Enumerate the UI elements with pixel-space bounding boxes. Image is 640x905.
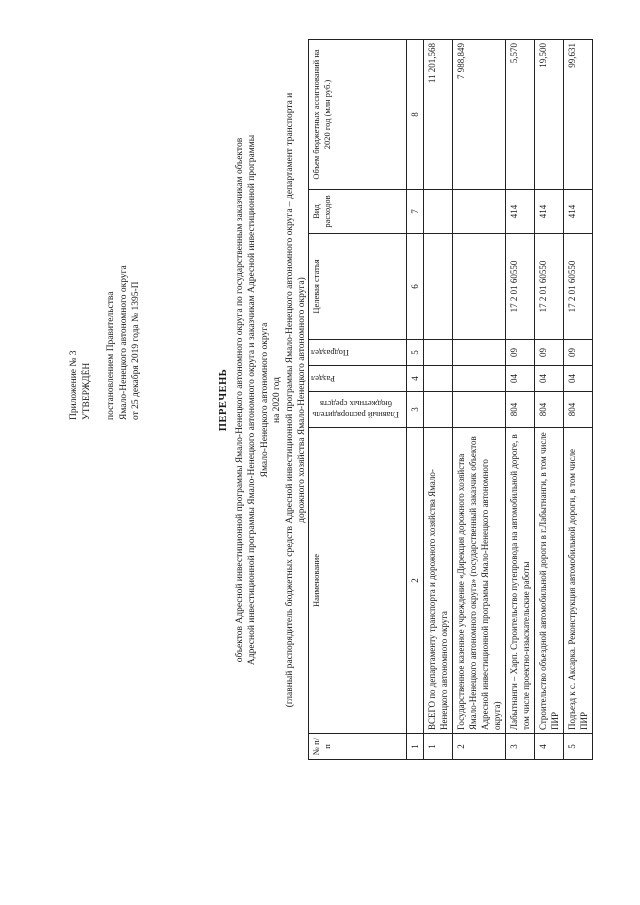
header-name: Наименование <box>309 428 407 734</box>
row-article <box>453 234 506 340</box>
index-cell: 5 <box>407 340 424 366</box>
row-name: Строительство объездной автомобильной дороги в г.Лабытнанги, в том числе ПИР <box>535 428 564 734</box>
header-row <box>309 40 407 760</box>
row-article: 17 2 01 60550 <box>535 234 564 340</box>
row-section: 04 <box>506 366 535 392</box>
index-cell: 6 <box>407 234 424 340</box>
row-exptype: 414 <box>506 190 535 234</box>
row-subsection <box>424 340 453 366</box>
appendix-stamp <box>68 265 143 420</box>
table-row <box>535 40 564 760</box>
title-line-1: объектов Адресной инвестиционной программы Ямало-Ненецкого автономного округа по государственным заказчикам объектов <box>234 137 245 663</box>
table-row <box>424 40 453 760</box>
row-grbs <box>453 392 506 428</box>
row-grbs <box>424 392 453 428</box>
index-row <box>407 40 424 760</box>
header-amount: Объем бюджетных ассигнований на 2020 год (млн руб.) <box>309 40 407 190</box>
index-cell: 1 <box>407 734 424 760</box>
document-title <box>218 80 309 720</box>
row-amount: 19,500 <box>535 40 564 190</box>
row-section <box>453 366 506 392</box>
row-num: 4 <box>535 734 564 760</box>
row-name: Лабытнанги – Харп. Строительство путепровода на автомобильной дороге, в том числе проектно-изыскательские работы <box>506 428 535 734</box>
table-row <box>506 40 535 760</box>
row-num: 5 <box>564 734 593 760</box>
row-article: 17 2 01 60550 <box>506 234 535 340</box>
row-num: 3 <box>506 734 535 760</box>
row-exptype: 414 <box>535 190 564 234</box>
row-amount: 99,631 <box>564 40 593 190</box>
objects-table <box>308 39 593 760</box>
row-grbs: 804 <box>506 392 535 428</box>
row-num: 1 <box>424 734 453 760</box>
approval-line-1: постановлением Правительства <box>106 291 116 420</box>
blank-area <box>0 772 640 905</box>
row-exptype: 414 <box>564 190 593 234</box>
table-row <box>564 40 593 760</box>
title-line-4: на 2020 год <box>272 376 282 424</box>
rotated-document <box>40 40 600 760</box>
title-heading: ПЕРЕЧЕНЬ <box>218 368 229 432</box>
row-exptype <box>453 190 506 234</box>
title-line-6: дорожного хозяйства Ямало-Ненецкого автономного округа) <box>297 277 307 523</box>
row-name: ВСЕГО по департаменту транспорта и дорожного хозяйства Ямало-Ненецкого автономного округа <box>424 428 453 734</box>
index-cell: 7 <box>407 190 424 234</box>
title-line-5: (главный распорядитель бюджетных средств Адресной инвестиционной программы Ямало-Ненецкого автономного округа – департамент транспорта и <box>284 92 295 708</box>
row-section: 04 <box>564 366 593 392</box>
row-amount: 5,570 <box>506 40 535 190</box>
approved-label: УТВЕРЖДЁН <box>81 362 92 420</box>
index-cell: 3 <box>407 392 424 428</box>
approval-line-2: Ямало-Ненецкого автономного округа <box>118 265 129 420</box>
header-subsection: Подраздел <box>309 340 407 366</box>
header-grbs: Главный распорядитель бюджетных средств <box>309 392 407 428</box>
title-line-3: Ямало-Ненецкого автономного округа <box>259 322 270 478</box>
index-cell: 8 <box>407 40 424 190</box>
row-article: 17 2 01 60550 <box>564 234 593 340</box>
row-subsection: 09 <box>564 340 593 366</box>
table-row <box>453 40 506 760</box>
row-exptype <box>424 190 453 234</box>
row-subsection <box>453 340 506 366</box>
header-num: № п/п <box>309 734 407 760</box>
row-article <box>424 234 453 340</box>
header-exptype: Вид расходов <box>309 190 407 234</box>
row-name: Государственное казенное учреждение «Дирекция дорожного хозяйства Ямало-Ненецкого автономного округа» (государственный заказчик объектов Адресной инвестиционной программы Ямало-Ненецкого автономного округа) <box>453 428 506 734</box>
row-name: Подъезд к с. Аксарка. Реконструкция автомобильной дороги, в том числе ПИР <box>564 428 593 734</box>
header-section: Раздел <box>309 366 407 392</box>
row-section: 04 <box>535 366 564 392</box>
appendix-number: Приложение № 3 <box>69 350 79 420</box>
row-amount: 11 201,568 <box>424 40 453 190</box>
index-cell: 2 <box>407 428 424 734</box>
row-grbs: 804 <box>535 392 564 428</box>
row-subsection: 09 <box>506 340 535 366</box>
row-subsection: 09 <box>535 340 564 366</box>
approval-date: от 25 декабря 2019 года № 1395-П <box>131 281 141 420</box>
index-cell: 4 <box>407 366 424 392</box>
row-section <box>424 366 453 392</box>
row-grbs: 804 <box>564 392 593 428</box>
header-article: Целевая статья <box>309 234 407 340</box>
row-amount: 7 988,849 <box>453 40 506 190</box>
title-line-2: Адресной инвестиционной программы Ямало-Ненецкого автономного округа и заказчикам Адресной инвестиционной программы <box>247 134 257 666</box>
row-num: 2 <box>453 734 506 760</box>
